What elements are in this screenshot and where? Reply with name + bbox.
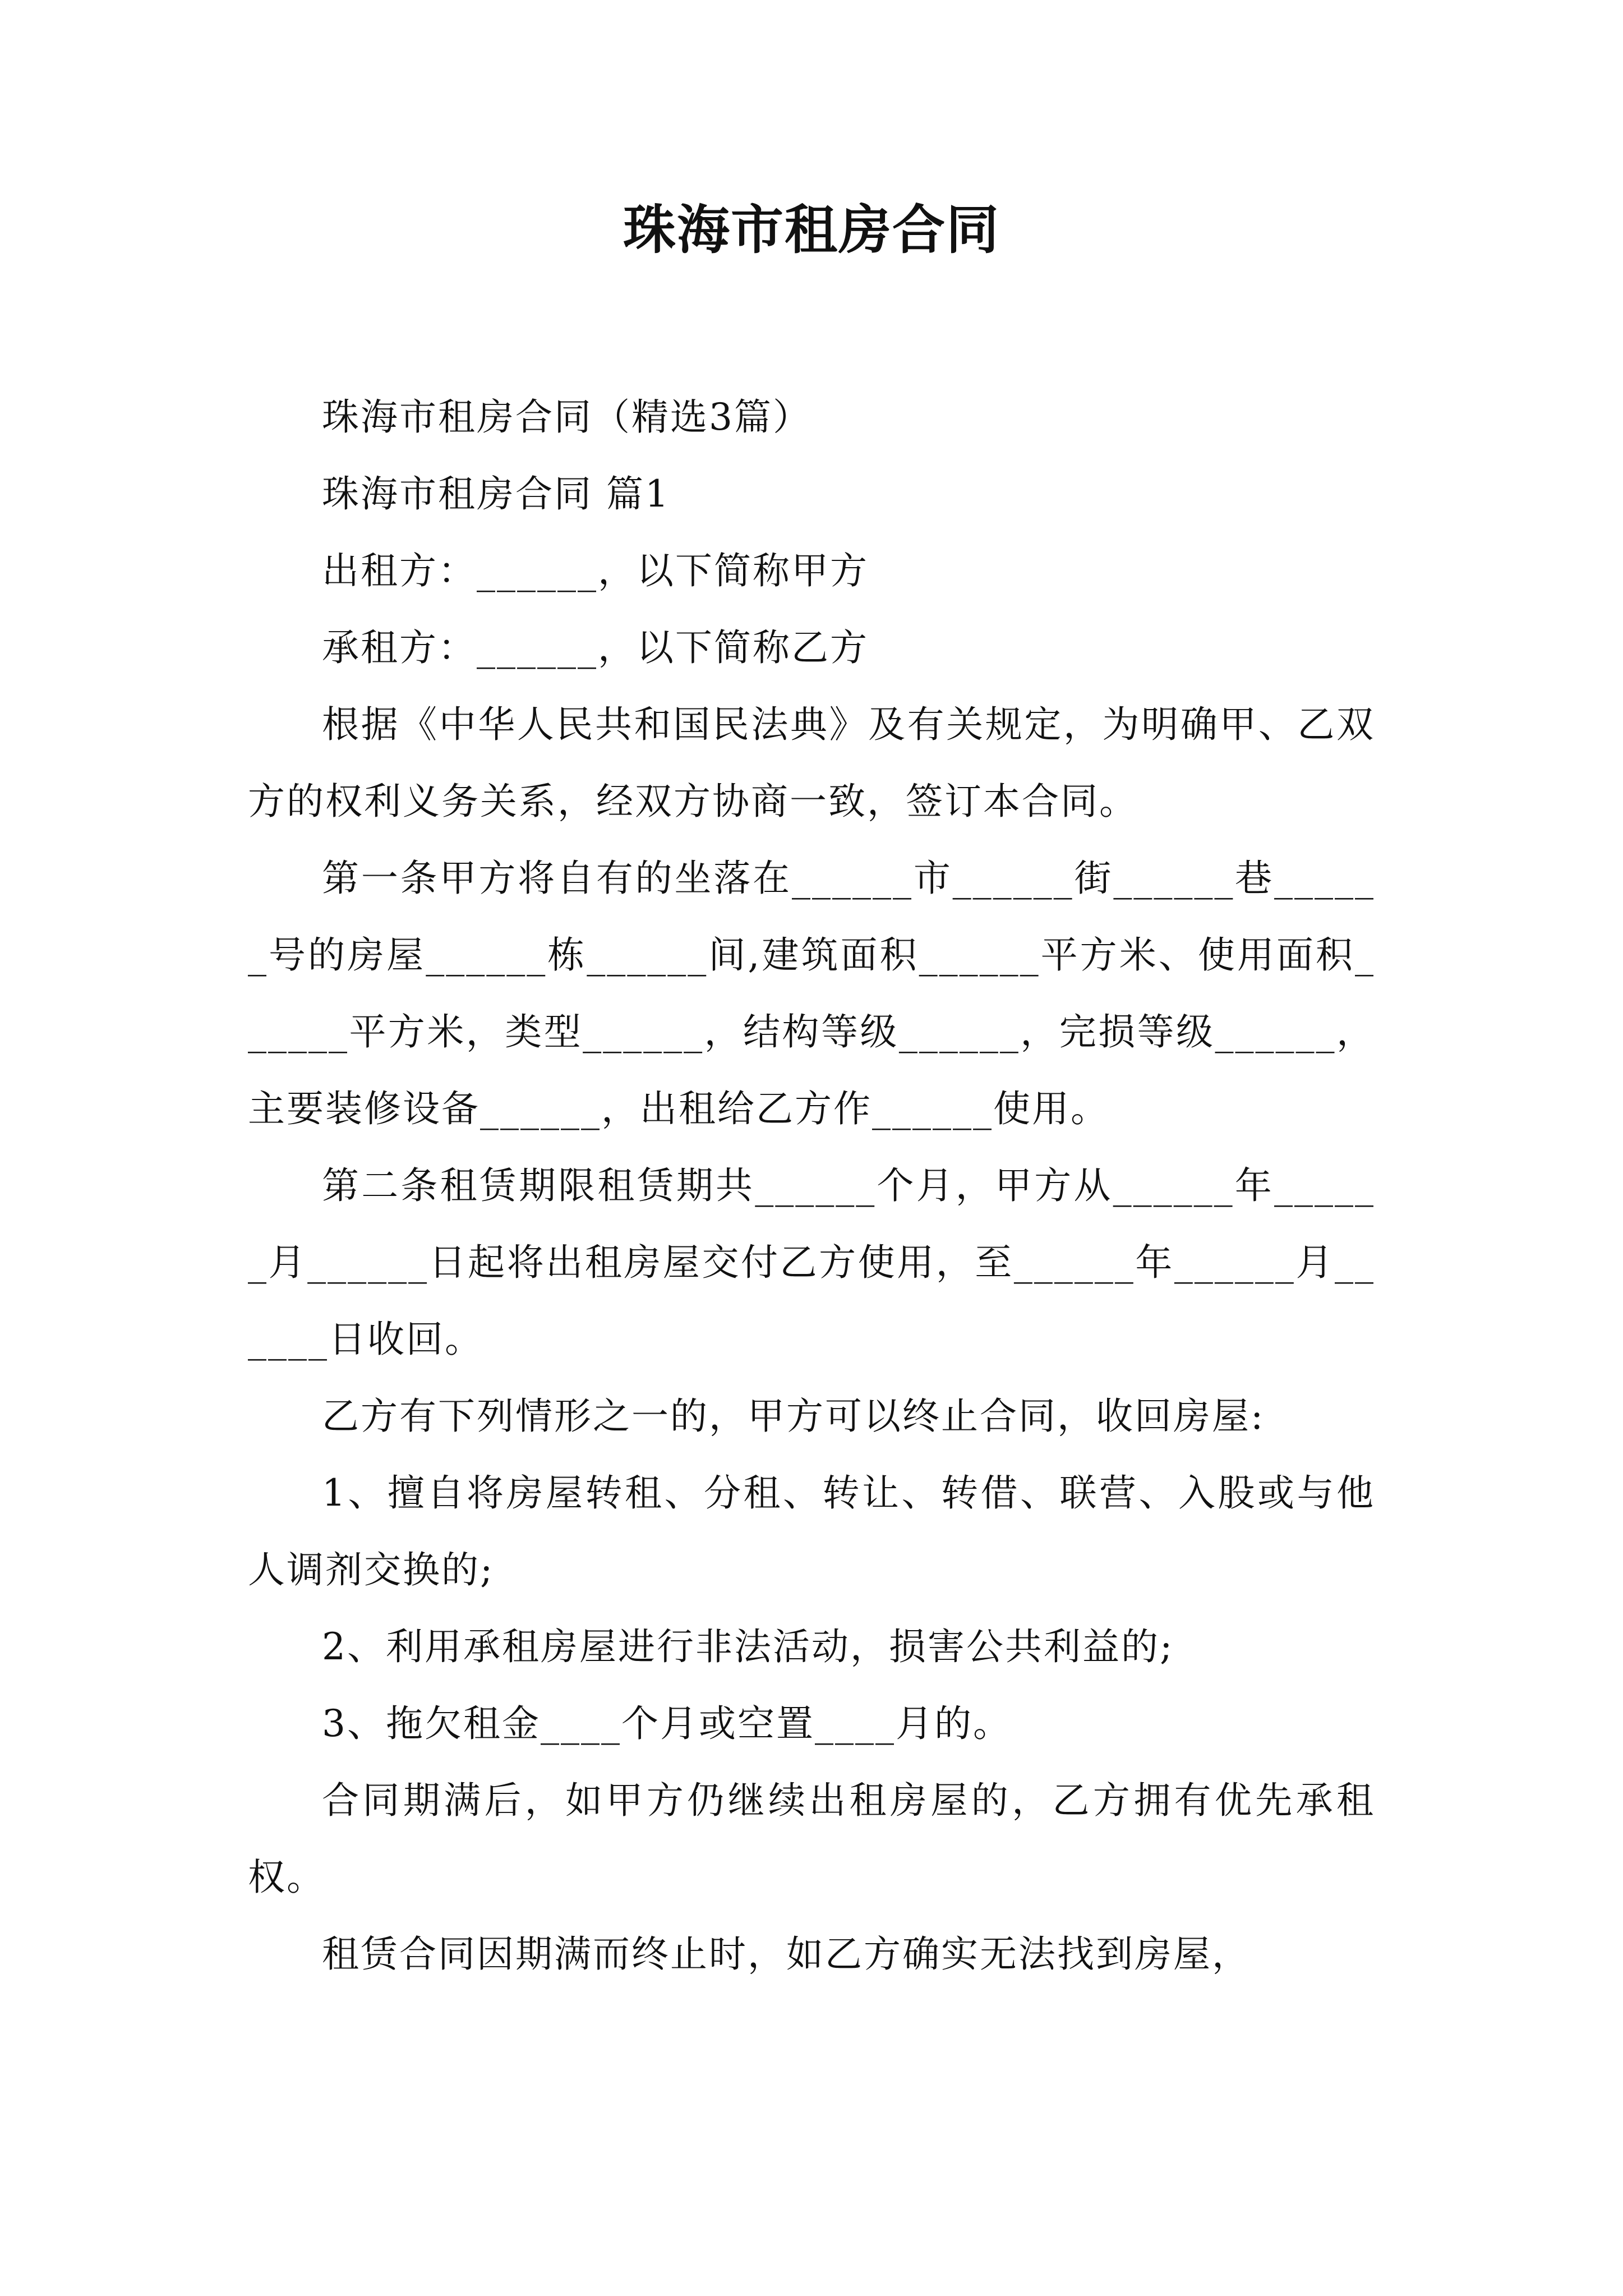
paragraph-article-2: 第二条租赁期限租赁期共______个月，甲方从______年______月______日起将出租房屋交付乙方使用，至______年______月______日收回。 [248, 1164, 1375, 1361]
document-body [248, 379, 1375, 1993]
paragraph-section-heading: 珠海市租房合同 篇1 [322, 472, 670, 516]
paragraph-expiry: 租赁合同因期满而终止时，如乙方确实无法找到房屋， [322, 1932, 1251, 1976]
paragraph-preamble: 根据《中华人民共和国民法典》及有关规定，为明确甲、乙双方的权利义务关系，经双方协商一致，签订本合同。 [248, 703, 1375, 823]
paragraph-termination-intro: 乙方有下列情形之一的，甲方可以终止合同，收回房屋: [322, 1395, 1265, 1438]
document-title: 珠海市租房合同 [623, 199, 1000, 261]
paragraph-lessee: 承租方：______，以下简称乙方 [322, 626, 869, 669]
paragraph-subtitle: 珠海市租房合同（精选3篇） [322, 395, 811, 439]
paragraph-termination-item-3: 3、拖欠租金____个月或空置____月的。 [322, 1702, 1012, 1745]
paragraph-article-1: 第一条甲方将自有的坐落在______市______街______巷______号的房屋______栋______间,建筑面积______平方米、使用面积______平方米，类型______，结构等级______，完损等级______，主要装修设备______，出租给乙方作______使用。 [248, 857, 1375, 1130]
paragraph-renewal-priority: 合同期满后，如甲方仍继续出租房屋的，乙方拥有优先承租权。 [248, 1779, 1375, 1899]
paragraph-termination-item-1: 1、擅自将房屋转租、分租、转让、转借、联营、入股或与他人调剂交换的; [248, 1471, 1375, 1591]
paragraph-termination-item-2: 2、利用承租房屋进行非法活动，损害公共利益的; [322, 1625, 1174, 1668]
paragraph-lessor: 出租方：______，以下简称甲方 [322, 549, 869, 592]
